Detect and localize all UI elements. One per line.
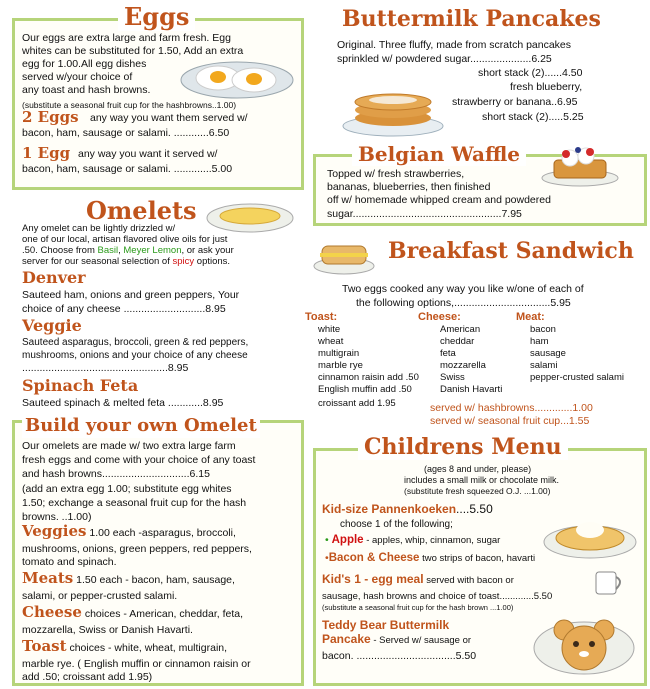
cheese-line	[22, 603, 244, 621]
cheese-desc: choices - American, cheddar, feta,	[81, 608, 244, 620]
one-egg-title: 1 Egg	[22, 144, 71, 162]
kids-oj-note: (substitute fresh squeezed O.J. ...1.00)	[404, 486, 551, 496]
teddy-bear-pancake-image	[532, 608, 636, 678]
build-note: browns. ..1.00)	[22, 511, 92, 523]
pannenkoeken-image	[540, 506, 640, 562]
eggs-intro-line: whites can be substituted for 1.50, Add an extra	[22, 45, 244, 57]
cheese-option: American	[440, 324, 481, 335]
build-note: 1.50; exchange a seasonal fruit cup for the hash	[22, 497, 247, 509]
pancakes-title: Buttermilk Pancakes	[342, 6, 601, 32]
veggie-price: ..................................................8.95	[22, 362, 189, 374]
meats-line	[22, 569, 235, 587]
toast-option: multigrain	[318, 348, 360, 359]
intro-text: server for our seasonal selection of	[22, 256, 173, 267]
toast-title: Toast	[22, 637, 67, 655]
meats-desc: 1.50 each - bacon, ham, sausage,	[73, 574, 235, 586]
apple-option	[325, 534, 500, 547]
sandwich-meat-header: Meat:	[516, 311, 545, 323]
veggie-desc: mushrooms, onions and your choice of any cheese	[22, 350, 248, 361]
toast-option: white	[318, 324, 341, 335]
fried-eggs-image	[178, 56, 296, 100]
toast-desc: choices - white, wheat, multigrain,	[66, 642, 228, 654]
spinach-feta-title: Spinach Feta	[22, 376, 139, 395]
intro-text: ,	[118, 245, 124, 256]
denver-price: choice of any cheese ............................8.95	[22, 303, 226, 315]
pancakes-image	[340, 74, 446, 138]
build-desc: Our omelets are made w/ two extra large farm	[22, 440, 236, 452]
intro-text: , or ask your	[181, 245, 234, 256]
one-egg-desc: any way you want it served w/	[78, 148, 218, 160]
bacon-cheese-label: Bacon & Cheese	[328, 552, 420, 564]
omelets-intro: Any omelet can be lightly drizzled w/	[22, 223, 176, 234]
apple-desc: - apples, whip, cinnamon, sugar	[363, 535, 501, 546]
cheese-option: Swiss	[440, 372, 465, 383]
sandwich-desc: Two eggs cooked any way you like w/one of each of	[342, 283, 584, 295]
omelets-intro-spicy	[22, 256, 230, 267]
kids-milk-note: includes a small milk or chocolate milk.	[404, 475, 560, 485]
veggies-title: Veggies	[22, 522, 87, 540]
build-omelet-title: Build your own Omelet	[22, 414, 260, 438]
apple-label: Apple	[331, 534, 364, 546]
cheese-title: Cheese	[22, 603, 82, 621]
build-desc: fresh eggs and come with your choice of any toast	[22, 454, 256, 466]
veggie-title: Veggie	[22, 316, 82, 335]
omelet-image	[205, 196, 295, 236]
kids-egg-price: sausage, hash browns and choice of toast.............5.50	[322, 591, 553, 602]
toast-line	[22, 637, 228, 655]
sandwich-toast-header: Toast:	[305, 311, 338, 323]
waffle-price: sugar...................................................7.95	[327, 208, 522, 220]
veggies-desc: tomato and spinach.	[22, 556, 117, 568]
cup-image	[590, 568, 626, 598]
served-hashbrowns: served w/ hashbrowns.............1.00	[430, 402, 593, 414]
pannenkoeken-line	[322, 502, 493, 517]
waffle-desc: Topped w/ fresh strawberries,	[327, 168, 465, 180]
cheese-option: feta	[440, 348, 456, 359]
intro-text: .50. Choose from	[22, 245, 98, 256]
two-eggs-title: 2 Eggs	[22, 108, 79, 126]
meat-option: sausage	[530, 348, 566, 359]
meats-desc: salami, or pepper-crusted salami.	[22, 590, 178, 602]
pancakes-fruit-short: short stack (2).....5.25	[482, 111, 584, 123]
pancakes-short-stack: short stack (2)......4.50	[478, 67, 583, 79]
waffle-desc: off w/ homemade whipped cream and powdered	[327, 194, 551, 206]
meat-option: bacon	[530, 324, 556, 335]
cheese-option: Danish Havarti	[440, 384, 503, 395]
meyer-lemon-oil: Meyer Lemon	[123, 245, 182, 256]
meat-option: ham	[530, 336, 549, 347]
sandwich-price: the following options,.................................5.95	[356, 297, 571, 309]
pancakes-fruit: fresh blueberry,	[510, 81, 583, 93]
teddy-title-2: Pancake	[322, 632, 371, 646]
two-eggs-desc: any way you want them served w/	[90, 112, 248, 124]
denver-title: Denver	[22, 268, 86, 287]
bullet: •	[325, 534, 329, 546]
cheese-desc: mozzarella, Swiss or Danish Havarti.	[22, 624, 193, 636]
served-fruit-cup: served w/ seasonal fruit cup...1.55	[430, 415, 590, 427]
kids-egg-note: (substitute a seasonal fruit cup for the hash brown ...1.00)	[322, 603, 514, 612]
build-note: (add an extra egg 1.00; substitute egg whites	[22, 483, 232, 495]
toast-desc: marble rye. ( English muffin or cinnamon raisin or	[22, 658, 251, 670]
teddy-desc: - Served w/ sausage or	[370, 635, 472, 646]
pancakes-fruit-price: strawberry or banana..6.95	[452, 96, 578, 108]
intro-text: options.	[194, 256, 231, 267]
meat-option: pepper-crusted salami	[530, 372, 624, 383]
pannenkoeken-choose: choose 1 of the following;	[340, 519, 453, 530]
pannenkoeken-title: Kid-size Pannenkoeken	[322, 502, 457, 516]
waffle-desc: bananas, blueberries, then finished	[327, 181, 491, 193]
pancakes-desc: Original. Three fluffy, made from scratch pancakes	[337, 39, 572, 51]
kids-egg-desc: served with bacon or	[423, 575, 514, 586]
bullet: •	[325, 552, 329, 564]
pannenkoeken-price: ....5.50	[456, 502, 493, 516]
toast-option: English muffin add .50	[318, 384, 412, 395]
childrens-title: Childrens Menu	[358, 434, 568, 460]
omelets-title: Omelets	[86, 196, 197, 225]
eggs-intro-line: any toast and hash browns.	[22, 84, 151, 96]
kids-egg-line	[322, 573, 514, 587]
toast-option: marble rye	[318, 360, 363, 371]
bacon-cheese-desc: two strips of bacon, havarti	[419, 553, 536, 564]
omelets-intro-oils	[22, 245, 234, 256]
cheese-option: cheddar	[440, 336, 475, 347]
spicy-oil: spicy	[172, 256, 195, 267]
waffle-image	[540, 140, 620, 188]
toast-option: cinnamon raisin add .50	[318, 372, 419, 383]
sandwich-cheese-header: Cheese:	[418, 311, 461, 323]
build-price: and hash browns..............................6.15	[22, 468, 210, 480]
eggs-title: Eggs	[118, 2, 195, 31]
pancakes-price: sprinkled w/ powdered sugar.....................6.25	[337, 53, 552, 65]
denver-desc: Sauteed ham, onions and green peppers, Your	[22, 289, 240, 301]
sandwich-image	[312, 236, 376, 276]
sandwich-title: Breakfast Sandwich	[388, 238, 634, 264]
teddy-line	[322, 633, 471, 647]
cheese-option: mozzarella	[440, 360, 486, 371]
veggies-desc: 1.00 each -asparagus, broccoli,	[86, 527, 236, 539]
basil-oil: Basil	[97, 245, 119, 256]
two-eggs-price: bacon, ham, sausage or salami. ............6.50	[22, 127, 230, 139]
spinach-feta-desc: Sauteed spinach & melted feta ............8.95	[22, 397, 224, 409]
bacon-cheese-option	[325, 552, 535, 565]
veggies-desc: mushrooms, onions, green peppers, red peppers,	[22, 543, 252, 555]
teddy-price: bacon. ..................................5.50	[322, 650, 477, 662]
eggs-intro-line: Our eggs are extra large and farm fresh. Egg	[22, 32, 231, 44]
veggie-desc: Sauteed asparagus, broccoli, green & red peppers,	[22, 337, 249, 348]
toast-option: wheat	[318, 336, 344, 347]
toast-option: croissant add 1.95	[318, 398, 396, 409]
kids-age-note: (ages 8 and under, please)	[424, 464, 532, 474]
toast-desc: add .50; croissant add 1.95)	[22, 671, 153, 683]
one-egg-price: bacon, ham, sausage or salami. .............5.00	[22, 163, 233, 175]
eggs-note: (substitute a seasonal fruit cup for the hashbrowns..1.00)	[22, 100, 237, 110]
omelets-intro: one of our local, artisan flavored olive oils for just	[22, 234, 228, 245]
meat-option: salami	[530, 360, 558, 371]
waffle-title: Belgian Waffle	[352, 142, 526, 166]
eggs-intro-line: served w/your choice of	[22, 71, 133, 83]
kids-egg-title: Kid's 1 - egg meal	[322, 572, 424, 586]
teddy-title: Teddy Bear Buttermilk	[322, 618, 450, 632]
veggies-line	[22, 522, 236, 540]
eggs-intro-line: egg for 1.00.All egg dishes	[22, 58, 147, 70]
meats-title: Meats	[22, 569, 74, 587]
